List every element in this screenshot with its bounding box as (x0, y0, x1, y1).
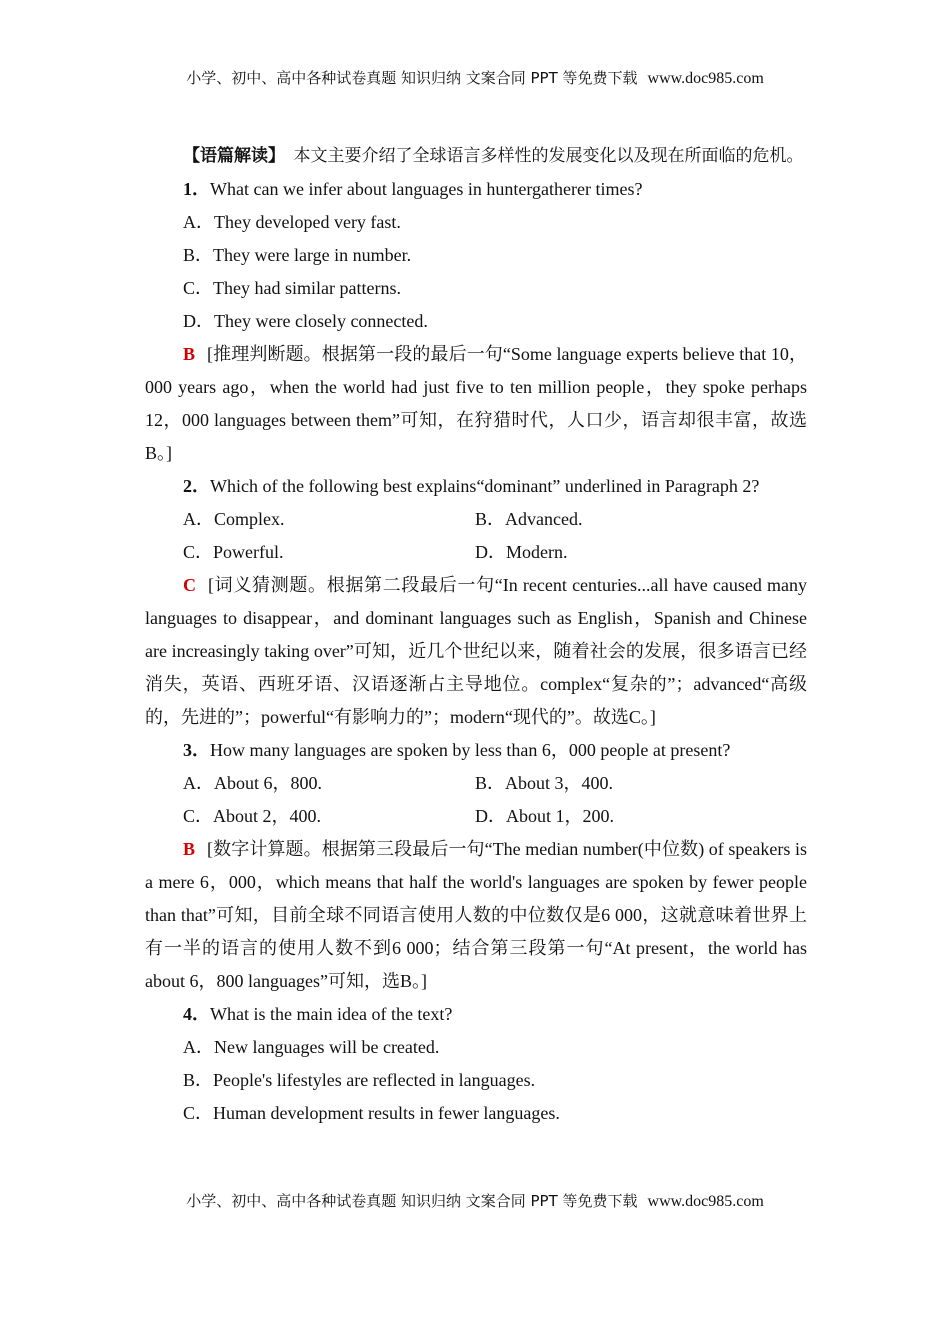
question-4-option-c: C．Human development results in fewer languages. (183, 1103, 560, 1123)
header-banner (0, 68, 950, 89)
question-3-explanation: B [数字计算题。根据第三段最后一句“The median number(中位数) of speakers is a mere 6，000，which means that half the world's languages are spoken by fewer people than that”可知，目前全球不同语言使用人数的中位数仅是6 000，这就意味着世界上有一半的语言的使用人数不到6 000；结合第三段第一句“At present，the world has about 6，800 languages”可知，选B。] (145, 839, 807, 991)
answer-key: B (183, 839, 196, 859)
question-2-options-row-1 (145, 503, 807, 536)
question-4-stem: 4．What is the main idea of the text? (183, 1004, 453, 1024)
question-2-option-d: D．Modern. (475, 542, 568, 562)
question-3-option-d: D．About 1，200. (475, 806, 614, 826)
banner-text: 小学、初中、高中各种试卷真题 知识归纳 文案合同 PPT 等免费下载 (186, 1192, 638, 1210)
question-3-option-b: B．About 3，400. (475, 773, 614, 793)
banner-url[interactable]: www.doc985.com (647, 70, 764, 87)
question-3-option-a: A．About 6，800. (183, 773, 322, 793)
question-3-stem: 3．How many languages are spoken by less than 6，000 people at present? (183, 740, 731, 760)
question-2-explanation: C [词义猜测题。根据第二段最后一句“In recent centuries...all have caused many languages to disappear，and dominant languages such as English，Spanish and Chinese are increasingly taking over”可知，近几个世纪以来，随着社会的发展，很多语言已经消失，英语、西班牙语、汉语逐渐占主导地位。complex“复杂的”；advanced“高级的，先进的”；powerful“有影响力的”；modern“现代的”。故选C。] (145, 575, 807, 727)
footer-banner (0, 1191, 950, 1212)
question-3-options-row-1 (145, 767, 807, 800)
question-1-stem: 1．What can we infer about languages in huntergatherer times? (183, 179, 643, 199)
answer-key: B (183, 344, 196, 364)
question-1-option-d: D．They were closely connected. (183, 311, 428, 331)
question-2-options-row-2 (145, 536, 807, 569)
question-1-explanation: B [推理判断题。根据第一段的最后一句“Some language experts believe that 10，000 years ago，when the world had just five to ten million people，they spoke perhaps 12，000 languages between them”可知，在狩猎时代，人口少，语言却很丰富，故选B。] (145, 344, 807, 463)
question-1-option-b: B．They were large in number. (183, 245, 412, 265)
banner-url[interactable]: www.doc985.com (647, 1193, 764, 1210)
question-1-option-c: C．They had similar patterns. (183, 278, 401, 298)
document-body (145, 140, 807, 1130)
answer-key: C (183, 575, 196, 595)
summary-label: 【语篇解读】 (183, 146, 277, 166)
question-2-stem: 2．Which of the following best explains“dominant” underlined in Paragraph 2? (183, 476, 760, 496)
question-4-option-a: A．New languages will be created. (183, 1037, 440, 1057)
question-2-option-c: C．Powerful. (183, 542, 284, 562)
summary-paragraph (145, 140, 807, 173)
question-3-options-row-2 (145, 800, 807, 833)
question-4-option-b: B．People's lifestyles are reflected in languages. (183, 1070, 536, 1090)
question-1-option-a: A．They developed very fast. (183, 212, 401, 232)
question-3-option-c: C．About 2，400. (183, 806, 322, 826)
question-2-option-a: A．Complex. (183, 509, 285, 529)
summary-text: 本文主要介绍了全球语言多样性的发展变化以及现在所面临的危机。 (293, 146, 804, 166)
banner-text: 小学、初中、高中各种试卷真题 知识归纳 文案合同 PPT 等免费下载 (186, 69, 638, 87)
question-2-option-b: B．Advanced. (475, 509, 583, 529)
